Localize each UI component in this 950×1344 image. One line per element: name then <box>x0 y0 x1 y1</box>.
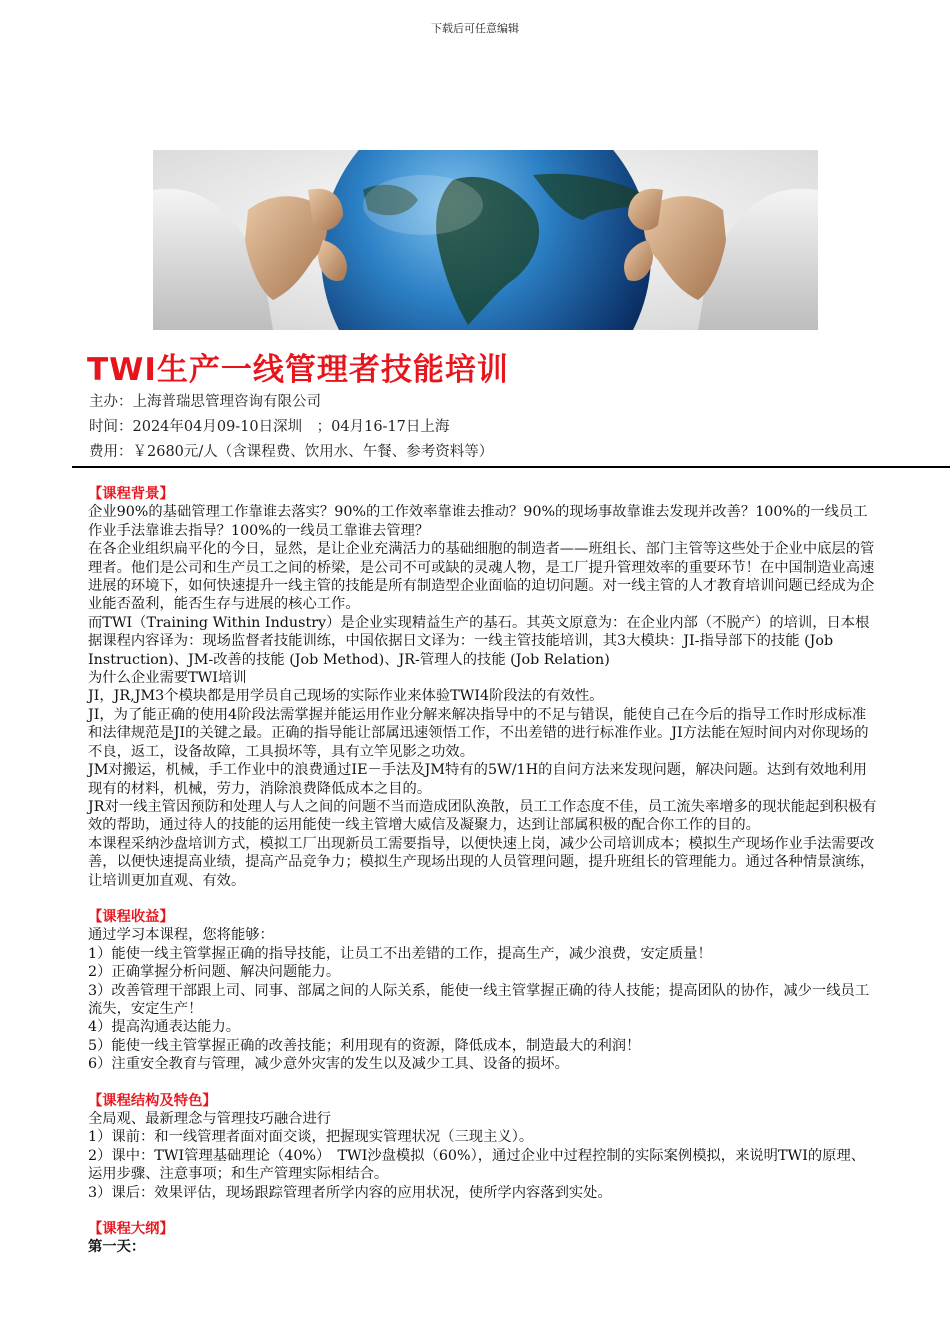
divider <box>72 466 950 468</box>
background-paragraph: 本课程采纳沙盘培训方式，模拟工厂出现新员工需要指导，以便快速上岗，减少公司培训成本；模拟生产现场作业手法需要改善，以便快速提高业绩，提高产品竞争力；模拟生产现场出现的人员管理问题，提升班组长的管理能力。通过各种情景演练，让培训更加直观、有效。 <box>88 835 875 889</box>
background-paragraph: 为什么企业需要TWI培训 <box>88 670 247 687</box>
background-paragraph: 企业90%的基础管理工作靠谁去落实？90%的工作效率靠谁去推动？90%的现场事故靠谁去发现并改善？100%的一线员工作业手法靠谁去指导？100%的一线员工靠谁去管理？ <box>88 504 868 539</box>
time-line: 时间：2024年04月09-10日深圳 ；04月16-17日上海 <box>89 419 450 435</box>
organizer-line: 主办：上海普瑞思管理咨询有限公司 <box>89 394 321 410</box>
section-heading-outline: 【课程大纲】 <box>88 1221 174 1238</box>
page-header: 下载后可任意编辑 <box>431 22 519 35</box>
structure-item: 2）课中：TWI管理基础理论（40%） TWI沙盘模拟（60%），通过企业中过程控制的实际案例模拟，来说明TWI的原理、运用步骤、注意事项；和生产管理实际相结合。 <box>88 1147 866 1183</box>
benefit-item: 3）改善管理干部跟上司、同事、部属之间的人际关系，能使一线主管掌握正确的待人技能；提高团队的协作，减少一线员工流失，安定生产！ <box>88 982 870 1017</box>
benefit-item: 2）正确掌握分析问题、解决问题能力。 <box>88 964 341 981</box>
background-paragraph: 在各企业组织扁平化的今日，显然，是让企业充满活力的基础细胞的制造者——班组长、部门主管等这些处于企业中底层的管理者。他们是公司和生产员工之间的桥梁，是公司不可或缺的灵魂人物，是工厂提升管理效率的重要环节！在中国制造业高速进展的环境下，如何快速提升一线主管的技能是所有制造型企业面临的迫切问题。对一线主管的人才教育培训问题已经成为企业能否盈利，能否生存与进展的核心工作。 <box>88 541 875 613</box>
structure-item: 全局观、最新理念与管理技巧融合进行 <box>88 1111 332 1127</box>
structure-item: 1）课前：和一线管理者面对面交谈，把握现实管理状况（三现主义）。 <box>88 1129 534 1146</box>
benefit-item: 6）注重安全教育与管理，减少意外灾害的发生以及减少工具、设备的损坏。 <box>88 1056 569 1073</box>
globe-hands-illustration <box>153 150 818 330</box>
page-title: TWI生产一线管理者技能培训 <box>87 352 509 388</box>
section-heading-structure: 【课程结构及特色】 <box>88 1092 217 1109</box>
outline-day-one: 第一天： <box>88 1239 146 1256</box>
section-heading-benefits: 【课程收益】 <box>88 908 174 925</box>
section-heading-background: 【课程背景】 <box>88 486 174 502</box>
benefit-item: 5）能使一线主管掌握正确的改善技能；利用现有的资源，降低成本，制造最大的利润！ <box>88 1037 641 1054</box>
benefit-item: 4）提高沟通表达能力。 <box>88 1019 241 1036</box>
structure-item: 3）课后：效果评估，现场跟踪管理者所学内容的应用状况，使所学内容落到实处。 <box>88 1184 612 1201</box>
benefit-item: 1）能使一线主管掌握正确的指导技能，让员工不出差错的工作，提高生产，减少浪费，安定质量！ <box>88 945 712 962</box>
fee-line: 费用：￥2680元/人（含课程费、饮用水、午餐、参考资料等） <box>89 444 494 460</box>
hero-image <box>153 150 818 330</box>
background-paragraph: 而TWI（Training Within Industry）是企业实现精益生产的基石。其英文原意为：在企业内部（不脱产）的培训，日本根据课程内容译为：现场监督者技能训练，中国依据日文译为：一线主管技能培训，其3大模块：JI-指导部下的技能 (Job Instruction)、JM-改善的技能 (Job Method)、JR-管理人的技能 (Job Relation) <box>88 614 870 668</box>
background-paragraph: JM对搬运，机械，手工作业中的浪费通过IE－手法及JM特有的5W/1H的自问方法来发现问题，解决问题。达到有效地利用现有的材料，机械，劳力，消除浪费降低成本之目的。 <box>88 762 867 797</box>
background-paragraph: JI，JR,JM3个模块都是用学员自己现场的实际作业来体验TWI4阶段法的有效性。 <box>88 688 604 705</box>
background-paragraph: JR对一线主管因预防和处理人与人之间的问题不当而造成团队涣散，员工工作态度不佳，员工流失率增多的现状能起到积极有效的帮助，通过待人的技能的运用能使一线主管增大威信及凝聚力，达到让部属积极的配合你工作的目的。 <box>88 798 877 834</box>
benefit-item: 通过学习本课程，您将能够： <box>88 927 274 944</box>
background-paragraph: JI，为了能正确的使用4阶段法需掌握并能运用作业分解来解决指导中的不足与错误，能使自己在今后的指导工作时形成标准和法律规范是JI的关键之最。正确的指导能让部属迅速领悟工作，不出差错的进行标准作业。JI方法能在短时间内对你现场的不良，返工，设备故障，工具损坏等，具有立竿见影之功效。 <box>88 706 869 760</box>
course-content <box>88 485 878 1257</box>
